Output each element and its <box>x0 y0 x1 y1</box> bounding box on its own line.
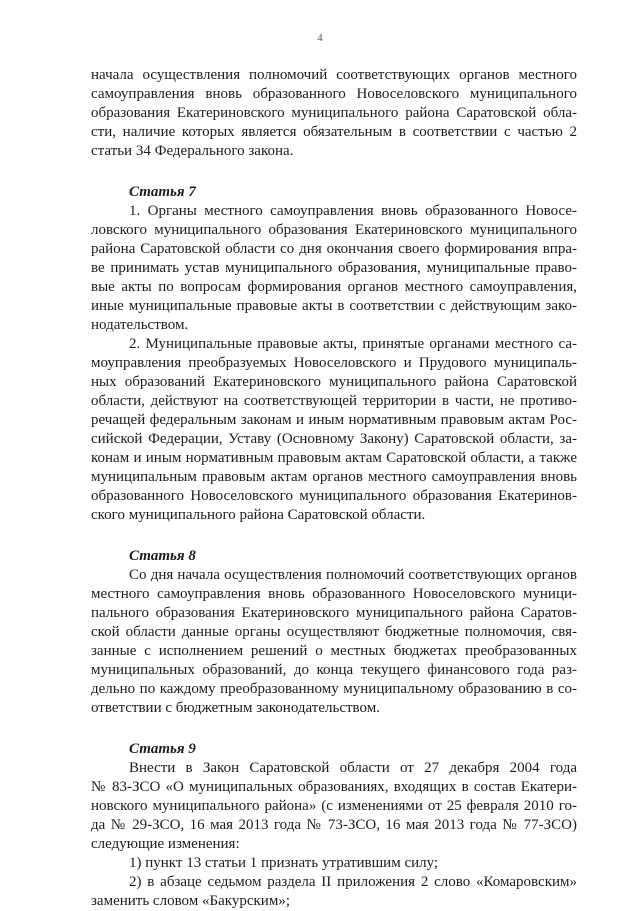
text-line: занные с исполнением решений о местных бюджетах преобразованных <box>91 643 577 659</box>
text-line: муниципальных образований, до конца текущего финансового года раз- <box>91 662 577 678</box>
text-line: следующие изменения: <box>91 836 240 852</box>
article-8 <box>91 547 577 718</box>
text-line: 1) пункт 13 статьи 1 признать утратившим силу; <box>129 855 439 871</box>
text-line: заменить словом «Бакурским»; <box>91 893 290 909</box>
text-line: ского муниципального района Саратовской области. <box>91 507 426 523</box>
text-line: да № 29-ЗСО, 16 мая 2013 года № 73-ЗСО, 16 мая 2013 года № 77-ЗСО) <box>91 817 577 833</box>
text-line: 1. Органы местного самоуправления вновь образованного Новосе- <box>129 203 577 219</box>
text-line: сти, наличие которых является обязательным в соответствии с частью 2 <box>91 124 577 140</box>
text-line: нодательством. <box>91 317 189 333</box>
text-line: моуправления преобразуемых Новоселовского и Прудового муниципаль- <box>91 355 577 371</box>
article-title: Статья 8 <box>129 548 196 564</box>
text-line: ве принимать устав муниципального образования, муниципальные право- <box>91 260 577 276</box>
text-line: конам и иным нормативным правовым актам Саратовской области, а также <box>91 450 577 466</box>
text-line: образованного Новоселовского муниципального образования Екатеринов- <box>91 488 577 504</box>
text-line: образования Екатериновского муниципального района Саратовской обла- <box>91 105 577 121</box>
document-body <box>91 66 577 911</box>
page-number: 4 <box>317 32 323 44</box>
article-title: Статья 7 <box>129 184 196 200</box>
text-line: статьи 34 Федерального закона. <box>91 143 294 159</box>
text-line: иные муниципальные правовые акты в соответствии с действующим зако- <box>91 298 577 314</box>
text-line: начала осуществления полномочий соответствующих органов местного <box>91 67 577 83</box>
text-line: Внести в Закон Саратовской области от 27 декабря 2004 года <box>129 760 577 776</box>
text-line: ответствии с бюджетным законодательством. <box>91 700 380 716</box>
text-line: новского муниципального района» (с изменениями от 25 февраля 2010 го- <box>91 798 577 814</box>
text-line: муниципальным правовым актам органов местного самоуправления вновь <box>91 469 577 485</box>
article-title: Статья 9 <box>129 741 196 757</box>
text-line: пального образования Екатериновского муниципального района Саратов- <box>91 605 577 621</box>
article-paragraph <box>91 202 577 335</box>
article-paragraph <box>91 873 577 911</box>
text-line: вые акты по вопросам формирования органов местного самоуправления, <box>91 279 577 295</box>
text-line: местного самоуправления вновь образованного Новоселовского муници- <box>91 586 577 602</box>
text-line: района Саратовской области со дня окончания своего формирования впра- <box>91 241 577 257</box>
text-line: № 83-ЗСО «О муниципальных образованиях, входящих в состав Екатери- <box>91 779 577 795</box>
article-paragraph <box>91 854 577 873</box>
article-9 <box>91 740 577 911</box>
text-line: ской области данные органы осуществляют бюджетные полномочия, свя- <box>91 624 577 640</box>
text-line: области, действуют на соответствующей территории в части, не противо- <box>91 393 577 409</box>
text-line: ных образований Екатериновского муниципального района Саратовской <box>91 374 577 390</box>
article-paragraph <box>91 566 577 718</box>
text-line: речащей федеральным законам и иным нормативным правовым актам Рос- <box>91 412 577 428</box>
text-line: дельно по каждому преобразованному муниципальному образованию в со- <box>91 681 577 697</box>
article-paragraph <box>91 335 577 525</box>
article-paragraph <box>91 759 577 854</box>
text-line: 2. Муниципальные правовые акты, принятые органами местного са- <box>129 336 577 352</box>
text-line: сийской Федерации, Уставу (Основному Закону) Саратовской области, за- <box>91 431 577 447</box>
intro-paragraph <box>91 66 577 161</box>
article-7 <box>91 183 577 525</box>
text-line: Со дня начала осуществления полномочий соответствующих органов <box>129 567 577 583</box>
text-line: самоуправления вновь образованного Новоселовского муниципального <box>91 86 577 102</box>
text-line: ловского муниципального образования Екатериновского муниципального <box>91 222 577 238</box>
text-line: 2) в абзаце седьмом раздела II приложения 2 слово «Комаровским» <box>129 874 577 890</box>
